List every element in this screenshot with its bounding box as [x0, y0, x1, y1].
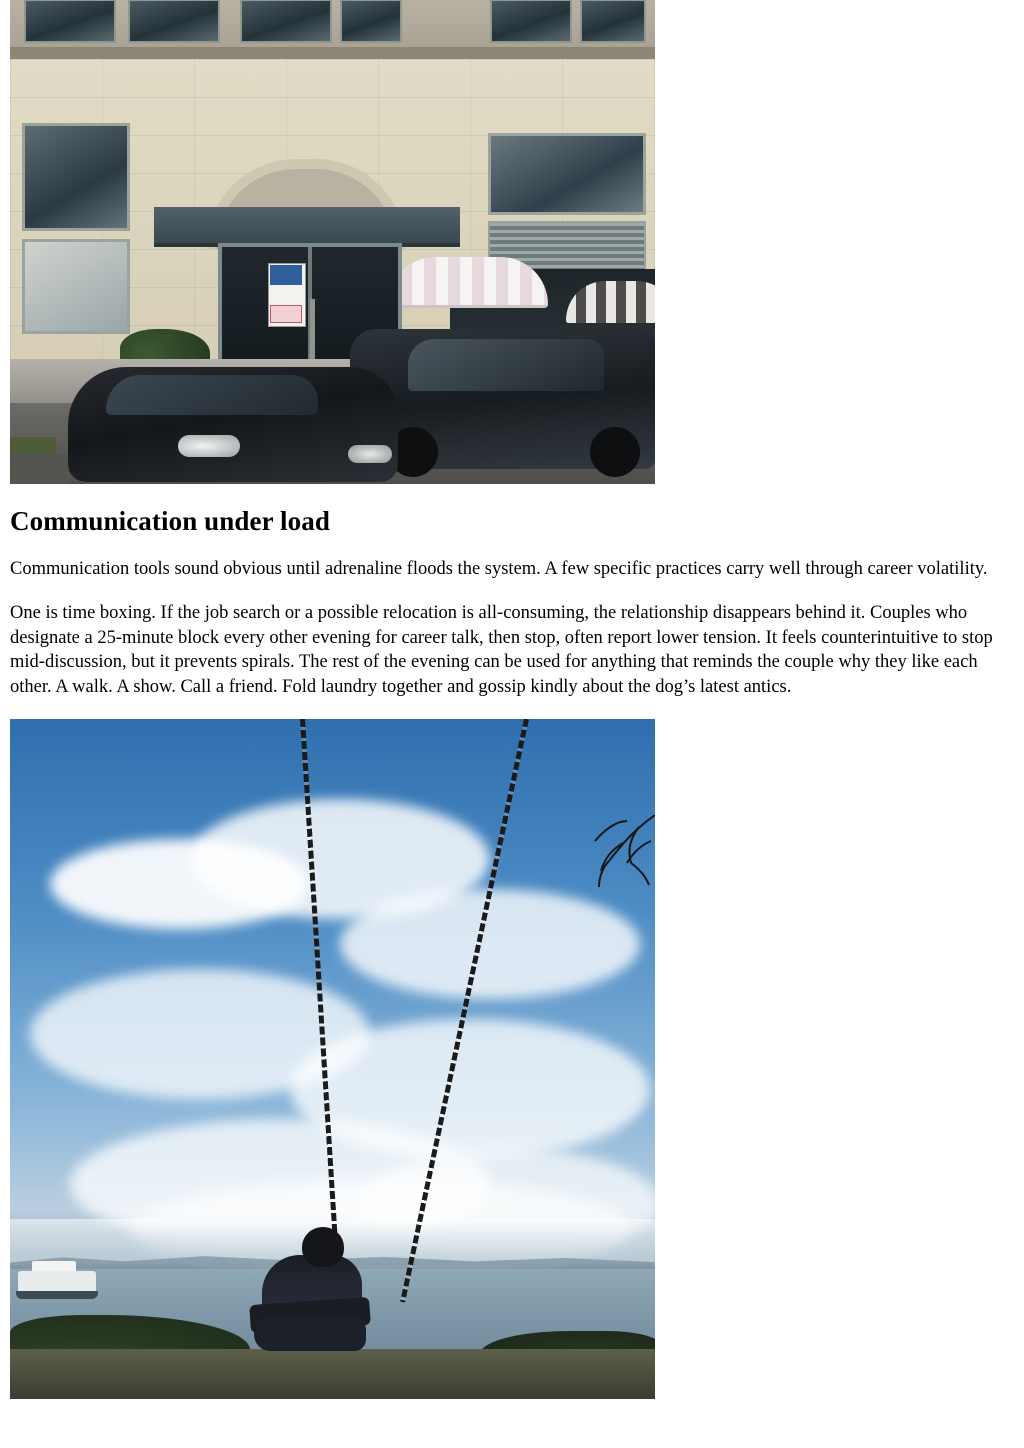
photo-swing-over-water [10, 719, 655, 1399]
upper-window-4 [340, 0, 402, 43]
body-paragraph-1: Communication tools sound obvious until adrenaline floods the system. A few specific practices carry well through career volatility. [10, 559, 988, 579]
facade-cornice-band [10, 47, 655, 59]
truck-rear-wheel [590, 427, 640, 477]
patio-umbrella-striped [388, 257, 548, 308]
left-window-upper [22, 123, 130, 231]
body-paragraph-2: One is time boxing. If the job search or a possible relocation is all-consuming, the relationship disappears behind it. Couples who designate a 25-minute block every other evening for career talk, then stop, often report lower tension. It feels counterintuitive to stop mid-discussion, but it prevents spirals. The rest of the evening can be used for anything that reminds the couple why they like each other. A walk. A show. Call a friend. Fold laundry together and gossip kindly about the dog’s latest antics. [10, 603, 993, 697]
shoreline-foreground [10, 1349, 655, 1399]
parking-sign-red-panel [270, 305, 302, 323]
photo-building-facade [10, 0, 655, 484]
entry-awning [154, 207, 460, 247]
ferry-hull [16, 1291, 98, 1299]
right-window [488, 133, 646, 215]
curb [10, 454, 70, 484]
upper-window-5 [490, 0, 572, 43]
rider-legs [254, 1315, 366, 1351]
upper-window-2 [128, 0, 220, 43]
ferry-body [18, 1271, 96, 1293]
upper-window-6 [580, 0, 646, 43]
rider-head [302, 1227, 344, 1267]
parking-sign-blue-panel [270, 265, 302, 285]
sedan-windshield [106, 375, 318, 415]
truck-cab-windows [408, 339, 604, 391]
sedan-headlight-right [348, 445, 392, 463]
upper-window-3 [240, 0, 332, 43]
tree-branch-icon [565, 815, 655, 935]
page-title: Communication under load [10, 506, 330, 536]
sedan-headlight-left [178, 435, 240, 457]
upper-window-1 [24, 0, 116, 43]
figure-swing-over-water [10, 719, 655, 1399]
left-window-lower [22, 239, 130, 334]
figure-building-facade [10, 0, 655, 484]
